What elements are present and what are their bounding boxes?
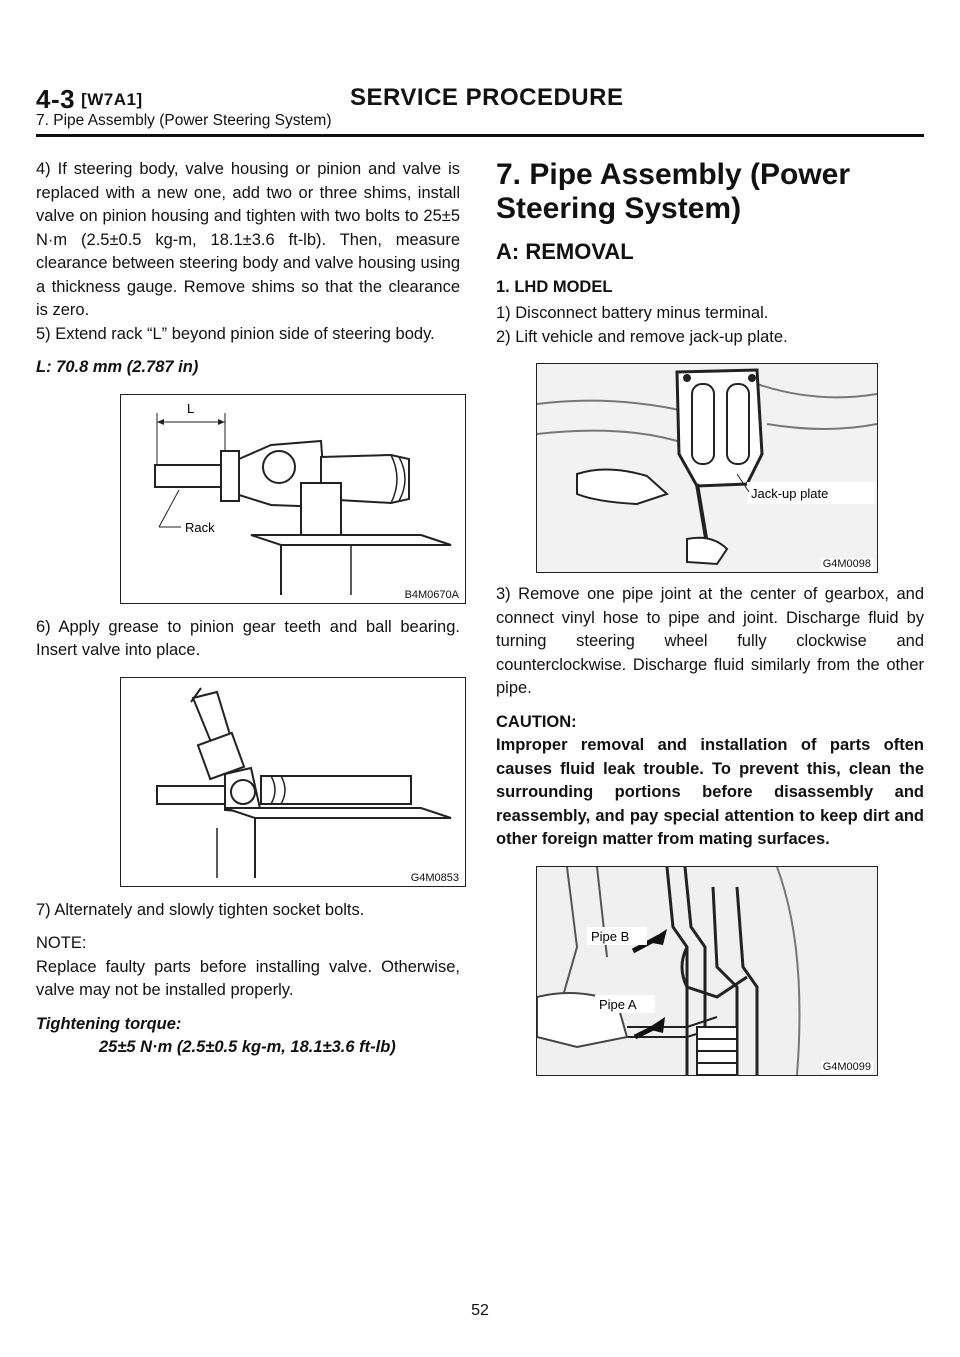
figure-rack-extension <box>120 394 466 604</box>
valve-insertion-illustration <box>121 678 465 886</box>
header-rule <box>36 134 924 137</box>
figure-jack-up-plate <box>536 363 878 573</box>
page-title: SERVICE PROCEDURE <box>350 84 624 111</box>
label-jack-up-plate: Jack-up plate <box>751 486 829 501</box>
model-heading: 1. LHD MODEL <box>496 278 613 296</box>
step-3: 3) Remove one pipe joint at the center of gearbox, and connect vinyl hose to pipe and joint. Discharge fluid by turning steering wheel fully clockwise and counterclockwise. Discharge fluid similarly from the other pipe. <box>496 585 924 697</box>
caution-title: CAUTION: <box>496 712 577 731</box>
subsection-heading: A: REMOVAL <box>496 239 634 264</box>
figure-id: B4M0670A <box>404 588 459 601</box>
figure-valve-insertion <box>120 677 466 887</box>
section-number: 4-3 [W7A1] <box>36 84 143 114</box>
spec-l: L: 70.8 mm (2.787 in) <box>36 358 199 376</box>
label-rack: Rack <box>185 519 215 535</box>
jack-up-plate-illustration <box>537 364 877 572</box>
note-text: Replace faulty parts before installing valve. Otherwise, valve may not be installed properly. <box>36 957 460 999</box>
torque-title: Tightening torque: <box>36 1014 182 1033</box>
section-heading: 7. Pipe Assembly (Power Steering System) <box>496 158 851 225</box>
label-pipe-a: Pipe A <box>599 996 637 1012</box>
torque-value: 25±5 N·m (2.5±0.5 kg-m, 18.1±3.6 ft-lb) <box>99 1038 396 1056</box>
step-7: 7) Alternately and slowly tighten socket bolts. <box>36 900 365 919</box>
label-pipe-b: Pipe B <box>591 928 630 944</box>
step-5: 5) Extend rack “L” beyond pinion side of steering body. <box>36 324 435 343</box>
step-4: 4) If steering body, valve housing or pinion and valve is replaced with a new one, add two or three shims, install valve on pinion housing and tighten with two bolts to 25±5 N·m (2.5±0.5 kg-m, 18.1±3.6 ft-lb). Then, measure clearance between steering body and valve housing using a thickness gauge. Remove shims so that the clearance is zero. <box>36 160 460 319</box>
label-l: L <box>187 400 195 416</box>
section-code: [W7A1] <box>81 90 143 109</box>
step-2: 2) Lift vehicle and remove jack-up plate. <box>496 327 788 346</box>
rack-extension-illustration <box>121 395 465 603</box>
figure-pipe-assembly <box>536 866 878 1076</box>
figure-id: G4M0099 <box>822 1060 871 1073</box>
page-subtitle: 7. Pipe Assembly (Power Steering System) <box>36 112 332 129</box>
figure-id: G4M0853 <box>410 871 459 884</box>
figure-id: G4M0098 <box>822 558 871 570</box>
caution-text: Improper removal and installation of parts often causes fluid leak trouble. To prevent this, clean the surrounding portions before disassembly and reassembly, and pay special attention to keep dirt and other foreign matter from mating surfaces. <box>496 736 924 848</box>
step-1: 1) Disconnect battery minus terminal. <box>496 304 769 322</box>
note-title: NOTE: <box>36 934 87 952</box>
page-number: 52 <box>471 1302 489 1319</box>
left-column <box>36 158 460 1060</box>
step-6: 6) Apply grease to pinion gear teeth and ball bearing. Insert valve into place. <box>36 617 460 659</box>
pipe-assembly-illustration <box>537 867 877 1075</box>
right-column <box>496 158 924 1076</box>
